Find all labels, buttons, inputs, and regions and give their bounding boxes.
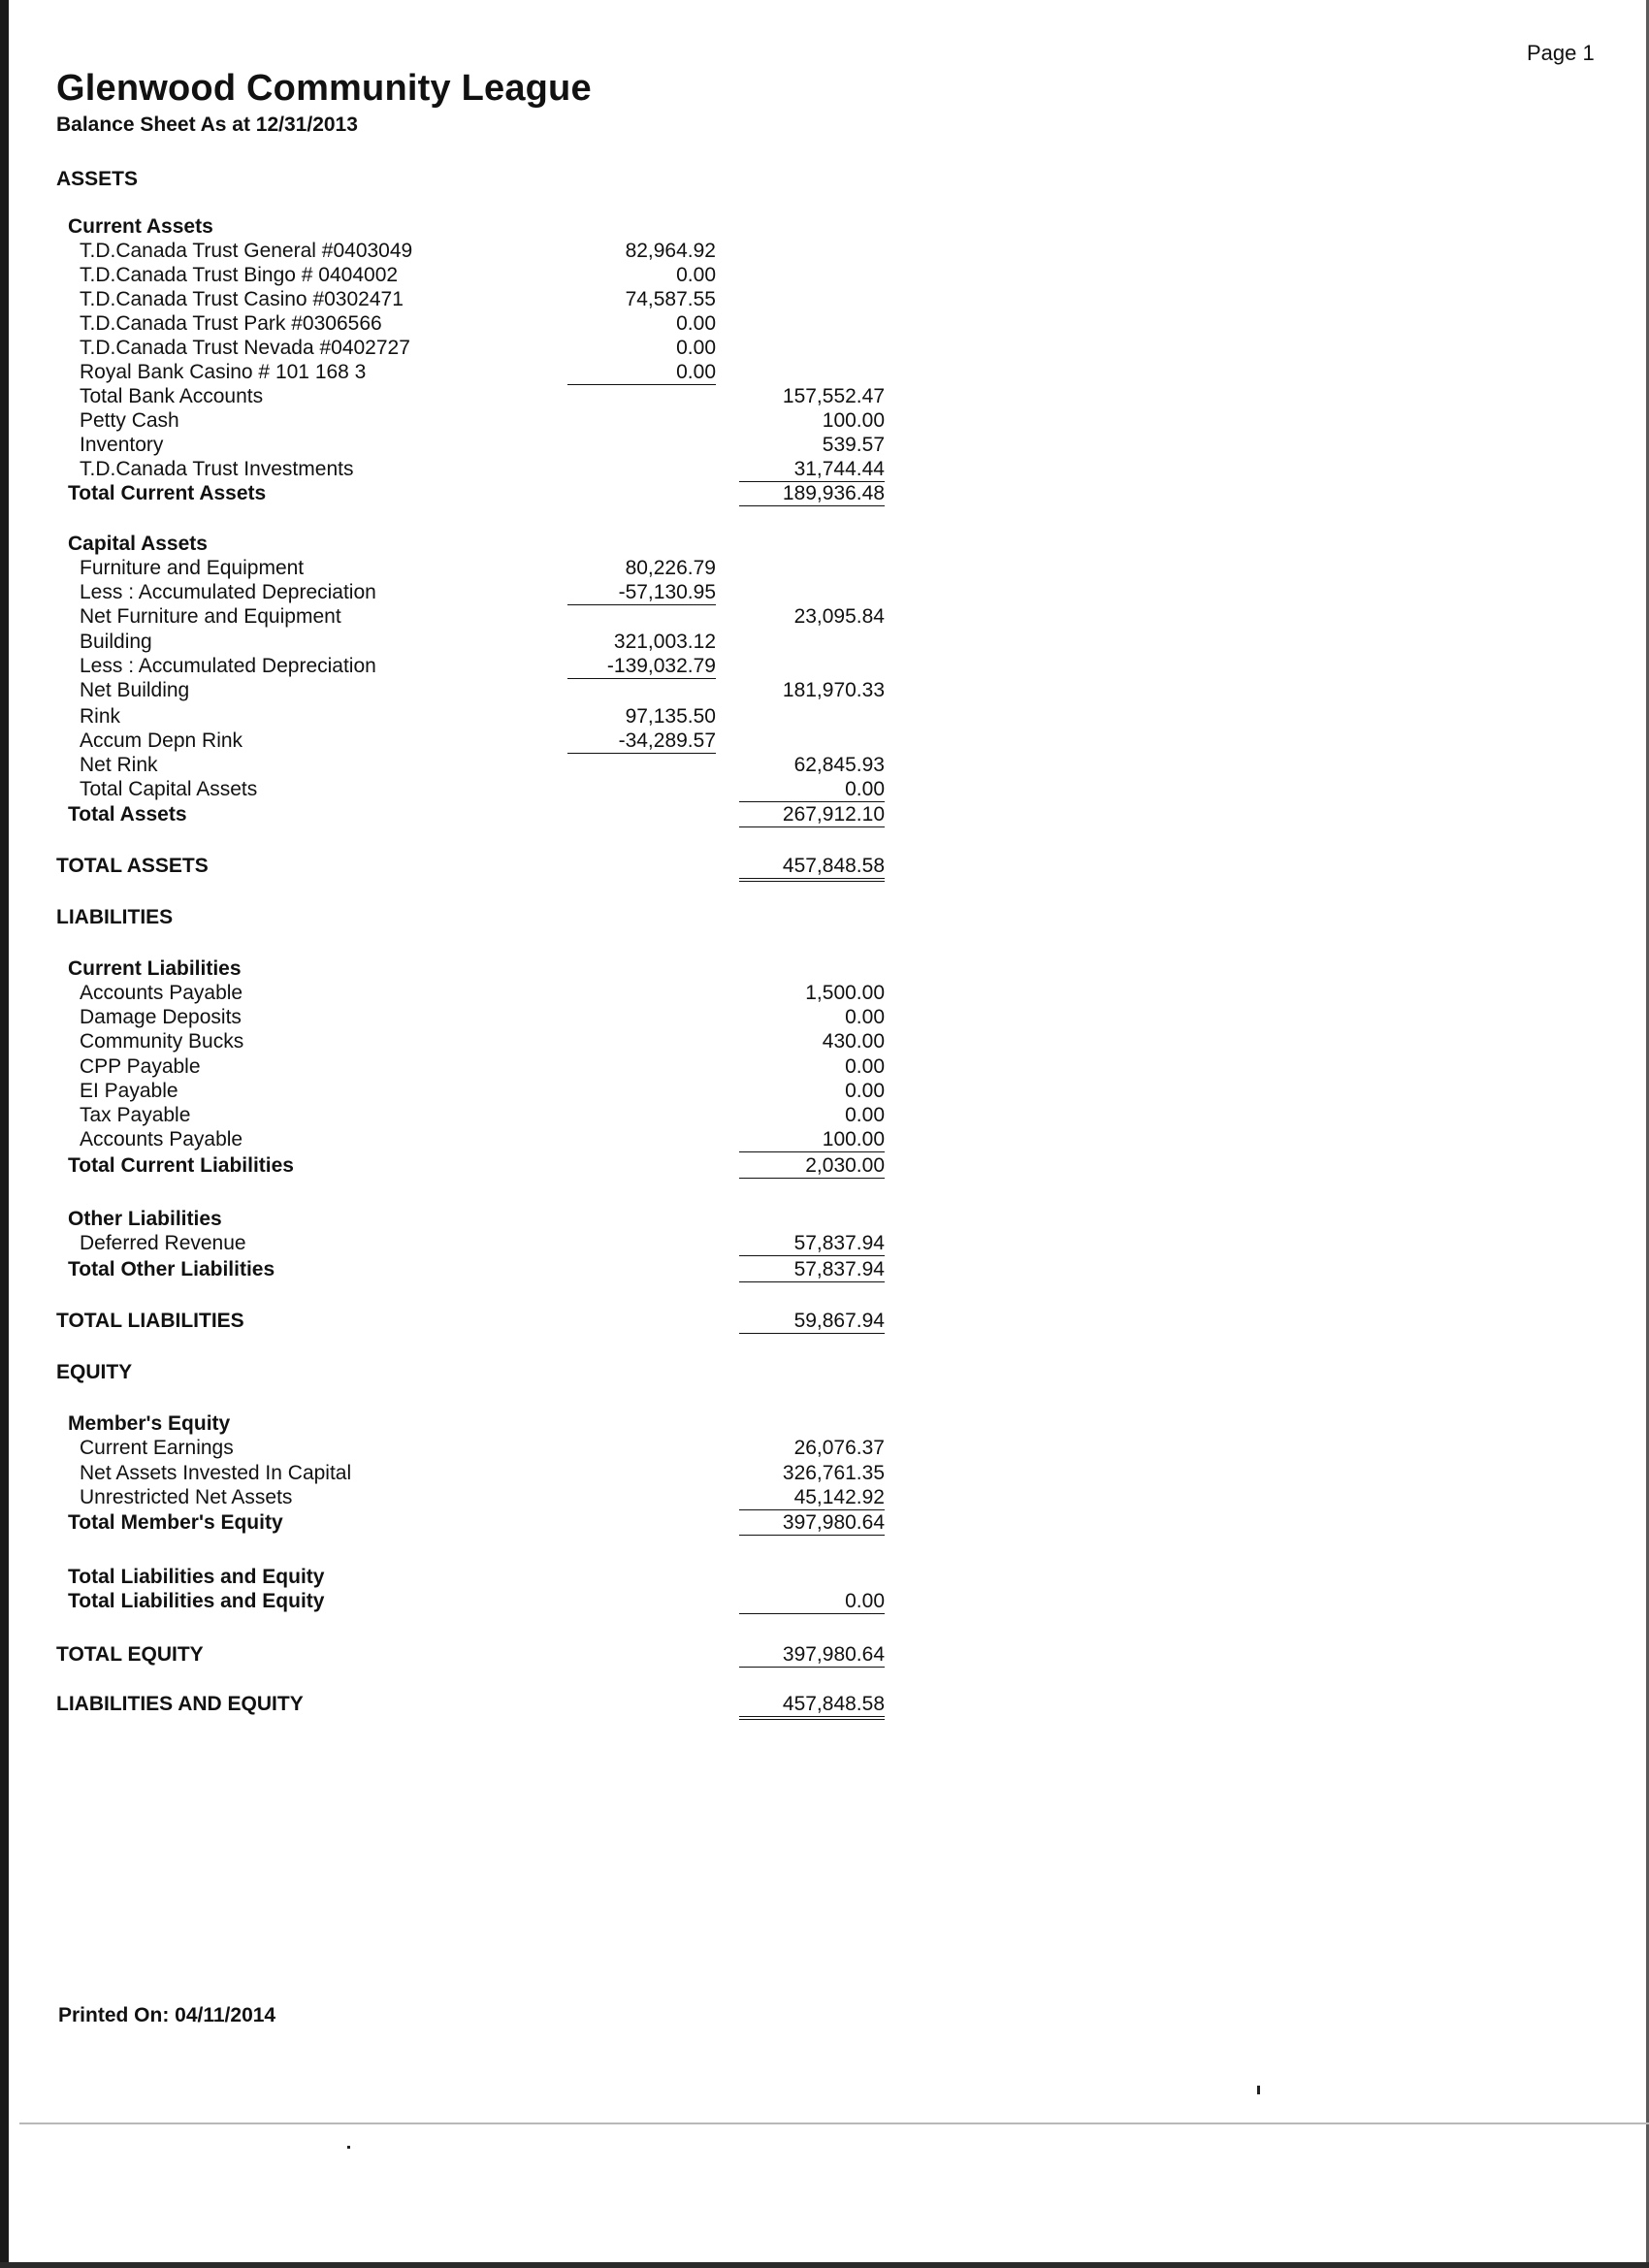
total-amount: 267,912.10 <box>739 802 885 827</box>
sheet-row <box>0 287 1649 311</box>
total-amount: 157,552.47 <box>782 385 885 407</box>
total-amount: 326,761.35 <box>782 1462 885 1484</box>
total-amount: 539.57 <box>822 434 885 456</box>
sheet-row <box>0 678 1649 702</box>
detail-amount: 80,226.79 <box>625 557 716 579</box>
section-label: EQUITY <box>56 1361 133 1383</box>
page-number: Page 1 <box>1527 41 1595 65</box>
item-label: T.D.Canada Trust Bingo # 0404002 <box>80 264 399 286</box>
total-amount: 45,142.92 <box>739 1485 885 1510</box>
detail-amount: 0.00 <box>676 312 716 335</box>
total-label: Total Current Liabilities <box>68 1154 294 1177</box>
item-label: Net Rink <box>80 754 158 776</box>
sheet-row <box>0 1054 1649 1079</box>
sheet-row <box>0 956 1649 981</box>
detail-amount: -34,289.57 <box>567 729 716 754</box>
total-amount: 100.00 <box>822 409 885 432</box>
sheet-row <box>0 1029 1649 1053</box>
item-label: Inventory <box>80 434 164 456</box>
sheet-row <box>0 704 1649 729</box>
item-label: Unrestricted Net Assets <box>80 1486 293 1508</box>
detail-amount: 0.00 <box>567 360 716 385</box>
item-label: Building <box>80 631 152 653</box>
item-label: T.D.Canada Trust Investments <box>80 458 354 480</box>
total-label: Total Current Assets <box>68 482 267 504</box>
sheet-row <box>0 1589 1649 1613</box>
item-label: Less : Accumulated Depreciation <box>80 581 376 603</box>
detail-amount: 74,587.55 <box>625 288 716 310</box>
sheet-row <box>0 1642 1649 1667</box>
total-amount: 397,980.64 <box>739 1642 885 1668</box>
sheet-row <box>0 580 1649 604</box>
total-amount: 457,848.58 <box>739 854 885 882</box>
total-amount: 59,867.94 <box>739 1309 885 1334</box>
total-amount: 57,837.94 <box>739 1231 885 1256</box>
total-amount: 1,500.00 <box>805 982 885 1004</box>
sheet-row <box>0 1360 1649 1384</box>
sheet-row <box>0 630 1649 654</box>
group-label: Capital Assets <box>68 533 208 555</box>
total-amount: 181,970.33 <box>782 679 885 701</box>
sheet-row <box>0 1079 1649 1103</box>
sheet-row <box>0 854 1649 878</box>
item-label: Deferred Revenue <box>80 1232 246 1254</box>
sheet-row <box>0 777 1649 801</box>
detail-amount: 97,135.50 <box>625 705 716 728</box>
sheet-row <box>0 239 1649 263</box>
item-label: Total Bank Accounts <box>80 385 264 407</box>
item-label: Rink <box>80 705 121 728</box>
item-label: Community Bucks <box>80 1030 244 1053</box>
total-amount: 0.00 <box>845 1055 885 1078</box>
total-label: Total Member's Equity <box>68 1511 283 1534</box>
group-label: Other Liabilities <box>68 1208 222 1230</box>
sheet-row <box>0 1231 1649 1255</box>
sheet-row <box>0 556 1649 580</box>
sheet-row <box>0 1485 1649 1509</box>
item-label: Tax Payable <box>80 1104 191 1126</box>
sheet-row <box>0 654 1649 678</box>
sheet-row <box>0 1309 1649 1333</box>
item-label: Accounts Payable <box>80 982 243 1004</box>
organization-title: Glenwood Community League <box>56 68 592 109</box>
detail-amount: -139,032.79 <box>567 654 716 679</box>
item-label: Furniture and Equipment <box>80 557 305 579</box>
total-amount: 26,076.37 <box>793 1437 885 1459</box>
item-label: EI Payable <box>80 1080 178 1102</box>
detail-amount: 321,003.12 <box>613 631 716 653</box>
detail-amount: -57,130.95 <box>567 580 716 605</box>
item-label: Less : Accumulated Depreciation <box>80 655 376 677</box>
item-label: Current Earnings <box>80 1437 234 1459</box>
total-amount: 0.00 <box>845 1080 885 1102</box>
sheet-row <box>0 263 1649 287</box>
total-amount: 100.00 <box>739 1127 885 1152</box>
item-label: T.D.Canada Trust General #0403049 <box>80 240 413 262</box>
sheet-row <box>0 1207 1649 1231</box>
total-label: Total Liabilities and Equity <box>68 1566 325 1588</box>
item-label: Accounts Payable <box>80 1128 243 1150</box>
sheet-row <box>0 1692 1649 1716</box>
sheet-row <box>0 1411 1649 1436</box>
total-amount: 57,837.94 <box>739 1257 885 1282</box>
printed-on-date: Printed On: 04/11/2014 <box>58 2004 276 2026</box>
total-amount: 430.00 <box>822 1030 885 1053</box>
total-amount: 0.00 <box>845 1104 885 1126</box>
item-label: Total Capital Assets <box>80 778 258 800</box>
item-label: CPP Payable <box>80 1055 201 1078</box>
group-label: Current Liabilities <box>68 957 242 980</box>
total-amount: 31,744.44 <box>739 457 885 482</box>
sheet-row <box>0 802 1649 826</box>
sheet-row <box>0 532 1649 556</box>
sheet-row <box>0 481 1649 505</box>
sheet-row <box>0 360 1649 384</box>
total-amount: 189,936.48 <box>739 481 885 506</box>
sheet-row <box>0 753 1649 777</box>
item-label: Net Assets Invested In Capital <box>80 1462 352 1484</box>
sheet-row <box>0 1005 1649 1029</box>
report-subtitle: Balance Sheet As at 12/31/2013 <box>56 113 358 136</box>
total-amount: 23,095.84 <box>793 605 885 628</box>
item-label: Royal Bank Casino # 101 168 3 <box>80 361 367 383</box>
sheet-row <box>0 729 1649 753</box>
sheet-row <box>0 1257 1649 1281</box>
section-label: ASSETS <box>56 168 139 190</box>
grand-label: TOTAL LIABILITIES <box>56 1310 244 1332</box>
section-label: LIABILITIES <box>56 906 174 928</box>
detail-amount: 82,964.92 <box>625 240 716 262</box>
detail-amount: 0.00 <box>676 264 716 286</box>
group-label: Current Assets <box>68 215 213 238</box>
grand-label: TOTAL ASSETS <box>56 855 209 877</box>
grand-label: TOTAL EQUITY <box>56 1643 204 1666</box>
sheet-row <box>0 981 1649 1005</box>
total-amount: 397,980.64 <box>739 1510 885 1536</box>
total-label: Total Liabilities and Equity <box>68 1590 325 1612</box>
item-label: T.D.Canada Trust Park #0306566 <box>80 312 382 335</box>
sheet-row <box>0 1103 1649 1127</box>
sheet-row <box>0 311 1649 336</box>
sheet-row <box>0 336 1649 360</box>
sheet-row <box>0 1461 1649 1485</box>
total-amount: 0.00 <box>739 777 885 802</box>
sheet-row <box>0 214 1649 239</box>
total-label: Total Assets <box>68 803 187 826</box>
grand-label: LIABILITIES AND EQUITY <box>56 1693 304 1715</box>
item-label: Net Furniture and Equipment <box>80 605 341 628</box>
sheet-row <box>0 457 1649 481</box>
sheet-row <box>0 604 1649 629</box>
sheet-row <box>0 1565 1649 1589</box>
sheet-row <box>0 433 1649 457</box>
sheet-row <box>0 905 1649 929</box>
total-amount: 0.00 <box>845 1006 885 1028</box>
item-label: Net Building <box>80 679 190 701</box>
sheet-row <box>0 1127 1649 1151</box>
sheet-row <box>0 167 1649 191</box>
total-amount: 2,030.00 <box>739 1153 885 1179</box>
sheet-row <box>0 1436 1649 1460</box>
item-label: T.D.Canada Trust Nevada #0402727 <box>80 337 410 359</box>
total-amount: 457,848.58 <box>739 1692 885 1720</box>
item-label: Petty Cash <box>80 409 179 432</box>
sheet-row <box>0 408 1649 433</box>
total-amount: 62,845.93 <box>793 754 885 776</box>
item-label: T.D.Canada Trust Casino #0302471 <box>80 288 404 310</box>
sheet-row <box>0 1153 1649 1178</box>
total-label: Total Other Liabilities <box>68 1258 275 1280</box>
item-label: Damage Deposits <box>80 1006 242 1028</box>
item-label: Accum Depn Rink <box>80 729 243 752</box>
sheet-row <box>0 384 1649 408</box>
detail-amount: 0.00 <box>676 337 716 359</box>
group-label: Member's Equity <box>68 1412 231 1435</box>
sheet-row <box>0 1510 1649 1535</box>
total-amount: 0.00 <box>739 1589 885 1614</box>
